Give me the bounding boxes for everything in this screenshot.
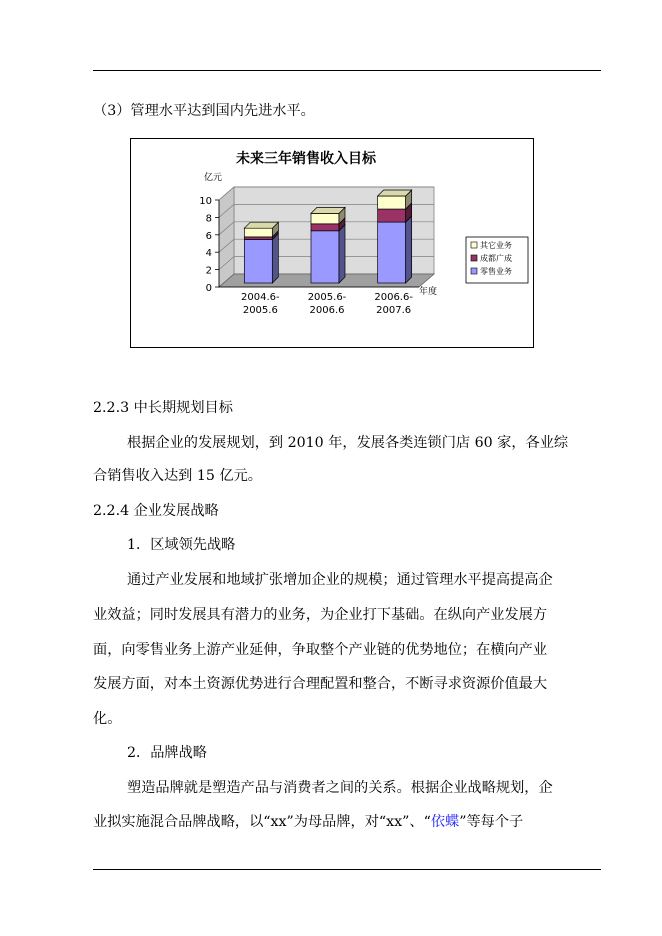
bar-segment-side (406, 216, 412, 283)
bar-top (378, 190, 412, 196)
chart-svg (131, 139, 533, 347)
x-tick-label: 2004.6- (241, 292, 280, 303)
legend-swatch (471, 242, 477, 248)
bar-segment-1-2 (378, 209, 406, 222)
x-tick-label: 2007.6 (376, 305, 412, 316)
paragraph-line: 通过产业发展和地域扩张增加企业的规模；通过管理水平提高提高企 (127, 572, 553, 588)
legend-swatch (471, 268, 477, 274)
bar-segment-side (272, 234, 278, 284)
footer-rule (93, 869, 601, 870)
y-tick-label: 2 (205, 265, 212, 277)
subheading-regional-strategy: 1．区域领先战略 (127, 537, 236, 553)
header-rule (93, 70, 601, 71)
bar-segment-0-2 (378, 222, 406, 283)
y-axis-label: 亿元 (203, 173, 223, 183)
bar-top (244, 222, 278, 228)
x-tick-label: 2005.6 (242, 305, 278, 316)
bar-segment-2-1 (311, 213, 339, 223)
bar-segment-side (339, 225, 345, 283)
brand-name: 依蝶 (430, 814, 460, 830)
x-tick-label: 2005.6- (307, 292, 347, 303)
y-tick-label: 0 (205, 283, 212, 294)
paragraph-line: 发展方面，对本土资源优势进行合理配置和整合，不断寻求资源价值最大 (93, 676, 548, 692)
legend-label: 零售业务 (480, 267, 512, 276)
paragraph-line: 合销售收入达到 15 亿元。 (93, 468, 262, 484)
subheading-brand-strategy: 2．品牌战略 (127, 745, 207, 761)
x-tick-label: 2006.6- (374, 292, 413, 303)
sales-target-chart (130, 138, 534, 348)
section-heading-2-2-4: 2.2.4 企业发展战略 (93, 503, 219, 519)
bar-segment-1-1 (311, 224, 339, 231)
chart-legend (466, 237, 528, 283)
paragraph-line: 业效益；同时发展具有潜力的业务，为企业打下基础。在纵向产业发展方 (93, 607, 548, 623)
bar-segment-0-1 (311, 231, 339, 283)
y-tick-label: 8 (205, 213, 212, 225)
bar-top (311, 207, 345, 213)
bar-segment-1-0 (244, 237, 272, 240)
legend-label: 成都广成 (480, 254, 512, 263)
y-tick-label: 6 (205, 230, 212, 242)
section-heading-2-2-3: 2.2.3 中长期规划目标 (93, 400, 233, 416)
text-run: 业拟实施混合品牌战略，以“xx”为母品牌，对“xx”、“ (93, 814, 431, 830)
y-tick-label: 10 (199, 196, 212, 207)
chart-side-wall (219, 187, 234, 287)
paragraph-line: 根据企业的发展规划，到 2010 年，发展各类连锁门店 60 家，各业综 (127, 435, 569, 451)
x-tick-label: 2006.6 (309, 305, 345, 316)
chart-title: 未来三年销售收入目标 (236, 151, 376, 167)
bar-segment-2-2 (378, 196, 406, 209)
paragraph-line: 面，向零售业务上游产业延伸，争取整个产业链的优势地位；在横向产业 (93, 642, 548, 658)
list-item-3: （3）管理水平达到国内先进水平。 (93, 103, 315, 119)
paragraph-line: 化。 (93, 711, 122, 727)
paragraph-line (93, 812, 601, 832)
legend-swatch (471, 255, 477, 261)
bar-segment-0-0 (244, 240, 272, 284)
text-run: ”等每个子 (459, 814, 524, 830)
bar-segment-2-0 (244, 228, 272, 237)
y-tick-label: 4 (205, 248, 212, 260)
legend-label: 其它业务 (480, 241, 512, 250)
x-axis-label: 年度 (418, 287, 438, 297)
paragraph-line: 塑造品牌就是塑造产品与消费者之间的关系。根据企业战略规划，企 (127, 780, 553, 796)
